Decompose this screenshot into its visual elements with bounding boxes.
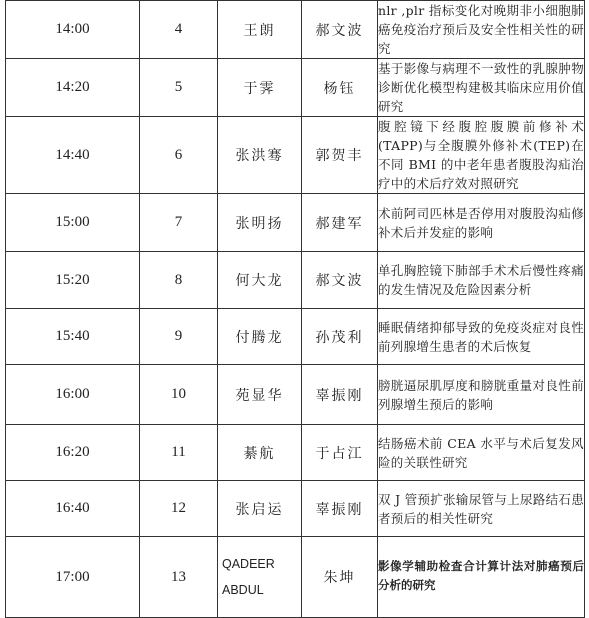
tutor-cell: 孙茂利 xyxy=(302,309,378,365)
number-cell: 8 xyxy=(140,252,218,309)
time-cell: 15:20 xyxy=(6,252,140,309)
presenter-cell: 何大龙 xyxy=(218,252,302,309)
presenter-cell: 于霁 xyxy=(218,59,302,117)
table-row xyxy=(6,59,585,117)
number-cell: 4 xyxy=(140,1,218,59)
presenter-cell: 王朗 xyxy=(218,1,302,59)
title-cell: 睡眠倩绪抑郁导致的免疫炎症对良性前列腺增生患者的术后恢复 xyxy=(378,309,585,365)
table-row xyxy=(6,194,585,252)
number-cell: 10 xyxy=(140,365,218,425)
number-cell: 5 xyxy=(140,59,218,117)
table-row xyxy=(6,1,585,59)
title-cell: 术前阿司匹林是否停用对腹股沟疝修补术后并发症的影响 xyxy=(378,194,585,252)
presenter-cell: 张洪骞 xyxy=(218,117,302,194)
tutor-cell: 朱坤 xyxy=(302,537,378,618)
table-row xyxy=(6,252,585,309)
number-cell: 11 xyxy=(140,425,218,481)
time-cell: 17:00 xyxy=(6,537,140,618)
time-cell: 15:40 xyxy=(6,309,140,365)
tutor-cell: 郭贺丰 xyxy=(302,117,378,194)
time-cell: 14:40 xyxy=(6,117,140,194)
tutor-cell: 郝文波 xyxy=(302,252,378,309)
title-cell: 双 J 管预扩张输尿管与上尿路结石患者预后的相关性研究 xyxy=(378,481,585,537)
table-row xyxy=(6,117,585,194)
number-cell: 13 xyxy=(140,537,218,618)
tutor-cell: 于占江 xyxy=(302,425,378,481)
number-cell: 6 xyxy=(140,117,218,194)
table-row xyxy=(6,365,585,425)
title-cell: 膀胱逼尿肌厚度和膀胱重量对良性前列腺增生预后的影响 xyxy=(378,365,585,425)
time-cell: 16:40 xyxy=(6,481,140,537)
title-cell: 单孔胸腔镜下肺部手术术后慢性疼痛的发生情况及危险因素分析 xyxy=(378,252,585,309)
presentation-schedule-table xyxy=(5,0,585,618)
table-row xyxy=(6,481,585,537)
time-cell: 16:20 xyxy=(6,425,140,481)
tutor-cell: 辜振刚 xyxy=(302,481,378,537)
table-row xyxy=(6,537,585,618)
title-cell: 影像学辅助检查合计算计法对肺癌预后分析的研究 xyxy=(378,537,585,618)
presenter-cell: 付腾龙 xyxy=(218,309,302,365)
presenter-cell: 张明扬 xyxy=(218,194,302,252)
time-cell: 14:20 xyxy=(6,59,140,117)
tutor-cell: 郝建军 xyxy=(302,194,378,252)
number-cell: 12 xyxy=(140,481,218,537)
time-cell: 16:00 xyxy=(6,365,140,425)
tutor-cell: 辜振刚 xyxy=(302,365,378,425)
number-cell: 7 xyxy=(140,194,218,252)
table-row xyxy=(6,425,585,481)
time-cell: 15:00 xyxy=(6,194,140,252)
tutor-cell: 郝文波 xyxy=(302,1,378,59)
presenter-cell: 綦航 xyxy=(218,425,302,481)
presenter-cell: 苑显华 xyxy=(218,365,302,425)
title-cell: 腹腔镜下经腹腔腹膜前修补术(TAPP)与全腹膜外修补术(TEP)在不同 BMI 的中老年患者腹股沟疝治疗中的术后疗效对照研究 xyxy=(378,117,585,194)
time-cell: 14:00 xyxy=(6,1,140,59)
tutor-cell: 杨钰 xyxy=(302,59,378,117)
title-cell: nlr ,plr 指标变化对晚期非小细胞肺癌免疫治疗预后及安全性相关性的研究 xyxy=(378,1,585,59)
presenter-cell: QADEER ABDUL xyxy=(218,537,302,618)
title-cell: 基于影像与病理不一致性的乳腺肿物诊断优化模型构建极其临床应用价值研究 xyxy=(378,59,585,117)
title-cell: 结肠癌术前 CEA 水平与术后复发风险的关联性研究 xyxy=(378,425,585,481)
presenter-cell: 张启运 xyxy=(218,481,302,537)
number-cell: 9 xyxy=(140,309,218,365)
table-row xyxy=(6,309,585,365)
